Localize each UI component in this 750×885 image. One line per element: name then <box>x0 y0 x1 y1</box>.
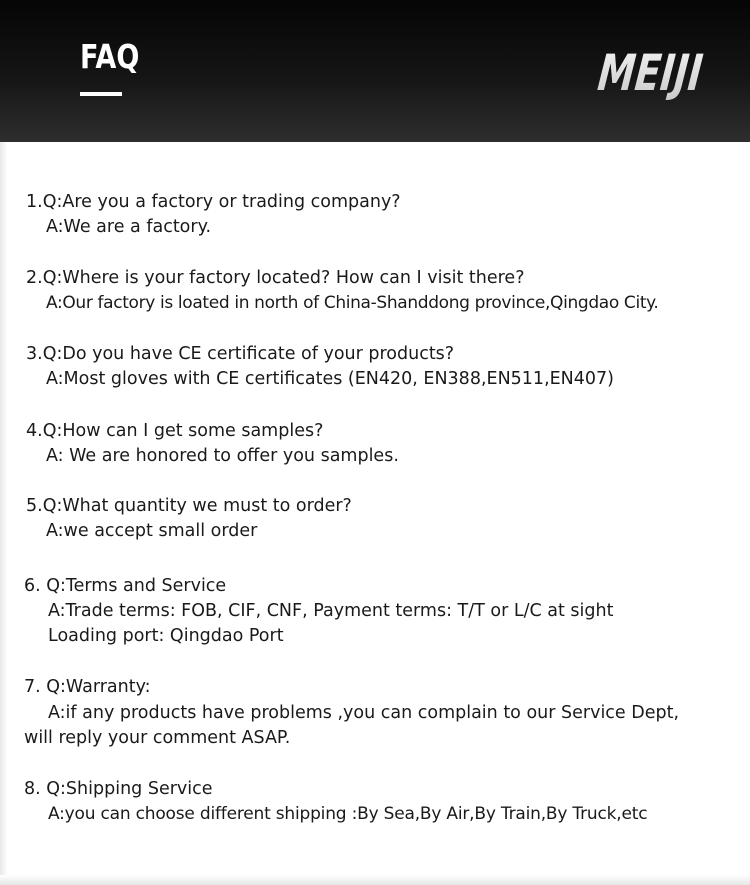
faq-answer: A:Most gloves with CE certificates (EN420, EN388,EN511,EN407) <box>46 369 615 389</box>
faq-answer: A:if any products have problems ,you can complain to our Service Dept, <box>48 703 680 723</box>
page-title: FAQ <box>80 37 140 76</box>
page-header <box>0 0 750 142</box>
faq-answer: A: We are honored to offer you samples. <box>46 446 399 466</box>
faq-answer: Loading port: Qingdao Port <box>48 626 284 646</box>
faq-question: 6. Q:Terms and Service <box>24 576 227 596</box>
faq-question: 5.Q:What quantity we must to order? <box>26 496 352 516</box>
faq-answer: will reply your comment ASAP. <box>24 728 291 748</box>
faq-question: 8. Q:Shipping Service <box>24 779 213 799</box>
faq-question: 3.Q:Do you have CE certificate of your products? <box>26 344 455 364</box>
faq-question: 4.Q:How can I get some samples? <box>26 421 324 441</box>
faq-answer: A:Trade terms: FOB, CIF, CNF, Payment terms: T/T or L/C at sight <box>48 601 614 621</box>
title-underline <box>80 92 122 96</box>
faq-question: 1.Q:Are you a factory or trading company? <box>26 192 401 212</box>
content-frame-bottom <box>0 875 750 885</box>
logo-text: MEIJI <box>595 43 742 102</box>
faq-question: 7. Q:Warranty: <box>24 677 151 697</box>
faq-content <box>0 142 750 885</box>
faq-answer: A:Our factory is loated in north of China-Shanddong province,Qingdao City. <box>46 293 659 313</box>
meiji-logo <box>595 38 742 102</box>
faq-answer: A:you can choose different shipping :By Sea,By Air,By Train,By Truck,etc <box>48 804 648 824</box>
content-frame-left <box>0 142 8 885</box>
faq-question: 2.Q:Where is your factory located? How can I visit there? <box>26 268 525 288</box>
faq-answer: A:we accept small order <box>46 521 258 541</box>
faq-answer: A:We are a factory. <box>46 217 212 237</box>
